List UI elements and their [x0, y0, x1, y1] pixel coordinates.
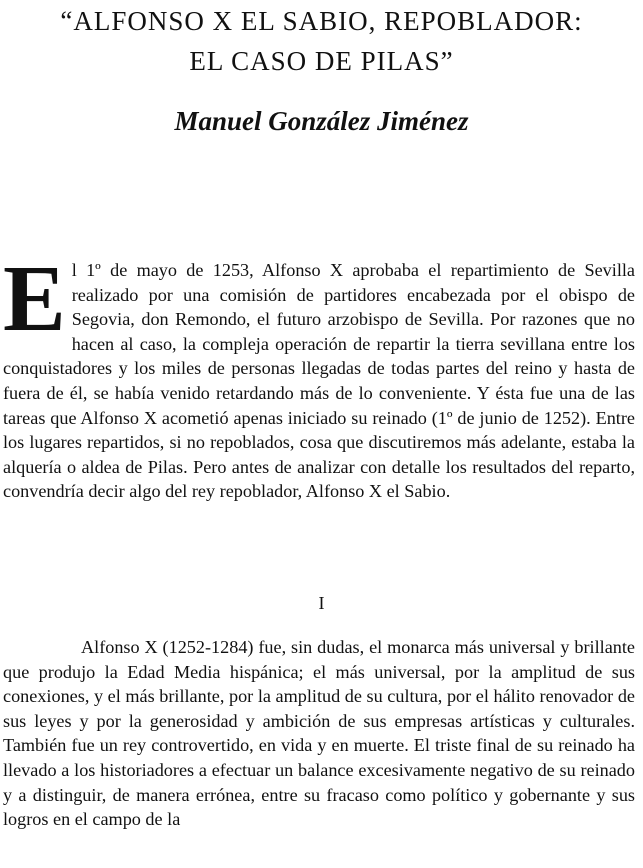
author-name: Manuel González Jiménez — [174, 106, 469, 136]
title-line-2: EL CASO DE PILAS” — [189, 46, 454, 76]
body-paragraph: Alfonso X (1252-1284) fue, sin dudas, el monarca más universal y brillante que produjo la Edad Media hispánica; el más universal, por la amplitud de sus conexiones, y el más brillante, por la amplitud de su cultura, por el hálito renovador de sus leyes y por la generosidad y ambición de sus empresas artísticas y culturales. También fue un rey controvertido, en vida y en muerte. El triste final de su reinado ha llevado a los historiadores a efectuar un balance excesivamente negativo de su reinado y a distinguir, de manera errónea, entre su fracaso como político y gobernante y sus logros en el campo de la — [3, 637, 635, 830]
title-line-1: “ALFONSO X EL SABIO, REPOBLADOR: — [60, 6, 583, 36]
section-number: I — [318, 593, 325, 613]
drop-cap: E — [3, 247, 66, 351]
intro-text: l 1º de mayo de 1253, Alfonso X aprobaba el repartimiento de Sevilla realizado por una comisión de partidores encabezada por el obispo de Segovia, don Remondo, el futuro arzobispo de Sevilla. Por razones que no hacen al caso, la compleja operación de repartir la tierra sevillana entre los conquistadores y los miles de personas llegadas de todas partes del reino y hasta de fuera de él, se había venido retardando más de lo conveniente. Y ésta fue una de las tareas que Alfonso X acometió apenas iniciado su reinado (1º de junio de 1252). Entre los lugares repartidos, si no repoblados, cosa que discutiremos más adelante, estaba la alquería o aldea de Pilas. Pero antes de analizar con detalle los resultados del reparto, convendría decir algo del rey repoblador, Alfonso X el Sabio. — [3, 260, 635, 502]
intro-paragraph — [3, 247, 635, 504]
